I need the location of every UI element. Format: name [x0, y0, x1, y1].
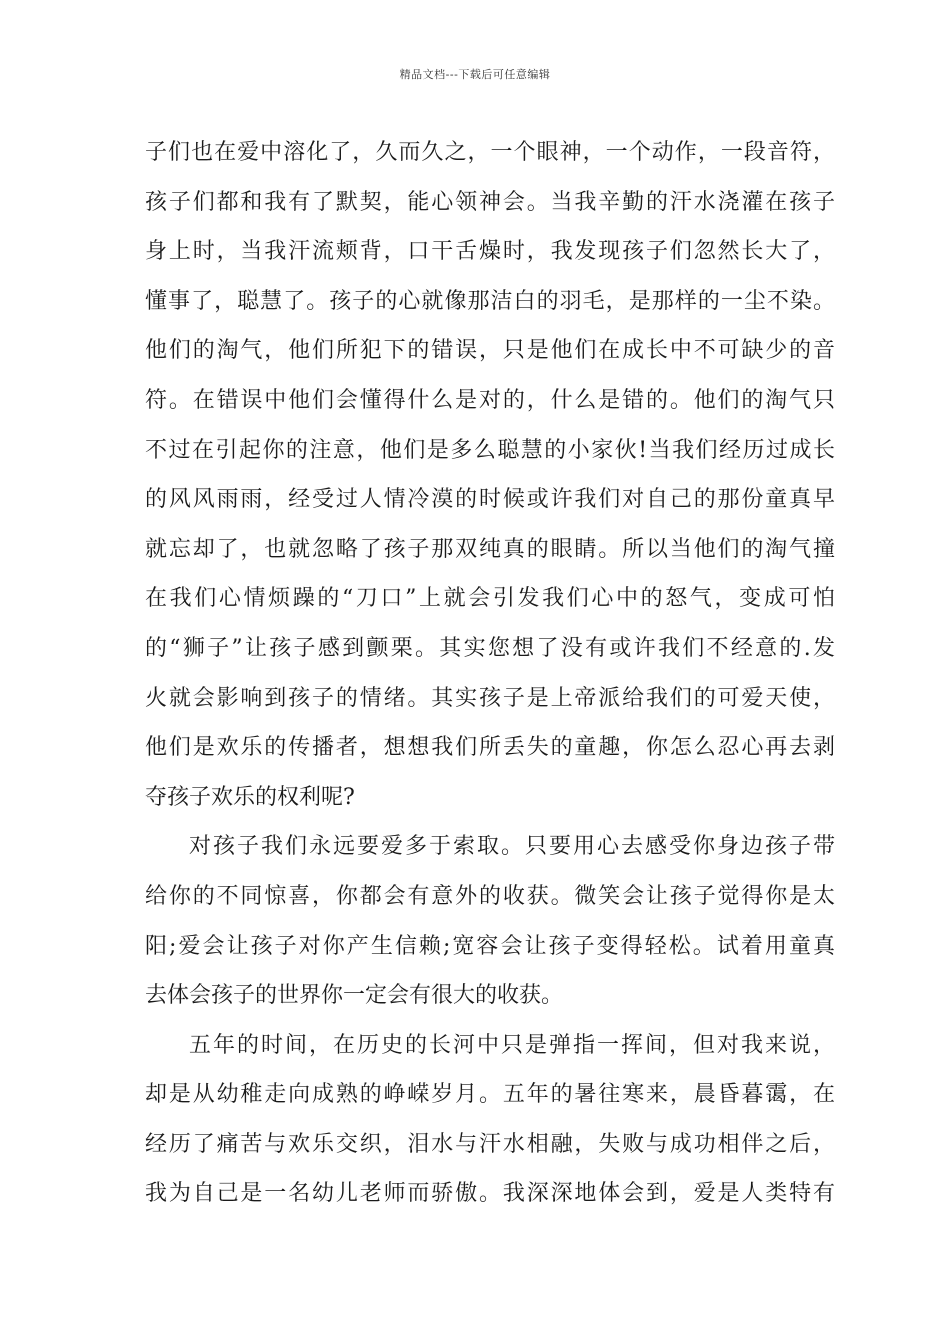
document-body — [145, 128, 835, 1219]
text-line: 就忘却了，也就忽略了孩子那双纯真的眼睛。所以当他们的淘气撞 — [145, 536, 835, 562]
text-line: 他们是欢乐的传播者，想想我们所丢失的童趣，你怎么忍心再去剥 — [145, 735, 835, 761]
text-line: 经历了痛苦与欢乐交织，泪水与汗水相融，失败与成功相伴之后， — [145, 1131, 835, 1157]
text-line: 对孩子我们永远要爱多于索取。只要用心去感受你身边孩子带 — [189, 834, 835, 860]
text-line: 符。在错误中他们会懂得什么是对的，什么是错的。他们的淘气只 — [145, 387, 835, 413]
text-line: 阳;爱会让孩子对你产生信赖;宽容会让孩子变得轻松。试着用童真 — [145, 933, 835, 959]
text-line: 身上时，当我汗流颊背，口干舌燥时，我发现孩子们忽然长大了， — [145, 239, 835, 265]
text-line: 子们也在爱中溶化了，久而久之，一个眼神，一个动作，一段音符， — [145, 140, 835, 165]
text-line: 我为自己是一名幼儿老师而骄傲。我深深地体会到，爱是人类特有 — [145, 1181, 835, 1207]
text-line: 他们的淘气，他们所犯下的错误，只是他们在成长中不可缺少的音 — [145, 338, 835, 364]
text-line: 夺孩子欢乐的权利呢? — [145, 784, 355, 810]
text-line: 孩子们都和我有了默契，能心领神会。当我辛勤的汗水浇灌在孩子 — [145, 189, 835, 215]
text-line: 的风风雨雨，经受过人情冷漠的时候或许我们对自己的那份童真早 — [145, 487, 835, 513]
text-line: 火就会影响到孩子的情绪。其实孩子是上帝派给我们的可爱天使， — [145, 685, 835, 711]
text-line: 却是从幼稚走向成熟的峥嵘岁月。五年的暑往寒来，晨昏暮霭，在 — [145, 1082, 835, 1108]
page-header: 精品文档---下载后可任意编辑 — [399, 68, 551, 81]
paragraph-1 — [145, 128, 835, 822]
text-line: 的“狮子”让孩子感到颤栗。其实您想了没有或许我们不经意的.发 — [145, 635, 835, 661]
text-line: 懂事了，聪慧了。孩子的心就像那洁白的羽毛，是那样的一尘不染。 — [145, 288, 835, 314]
text-line: 五年的时间，在历史的长河中只是弹指一挥间，但对我来说， — [189, 1032, 835, 1058]
paragraph-2 — [145, 822, 835, 1020]
text-line: 给你的不同惊喜，你都会有意外的收获。微笑会让孩子觉得你是太 — [145, 883, 835, 909]
text-line: 不过在引起你的注意，他们是多么聪慧的小家伙!当我们经历过成长 — [145, 437, 835, 463]
text-line: 去体会孩子的世界你一定会有很大的收获。 — [145, 983, 564, 1009]
text-line: 在我们心情烦躁的“刀口”上就会引发我们心中的怒气，变成可怕 — [145, 586, 835, 612]
paragraph-3 — [145, 1021, 835, 1219]
